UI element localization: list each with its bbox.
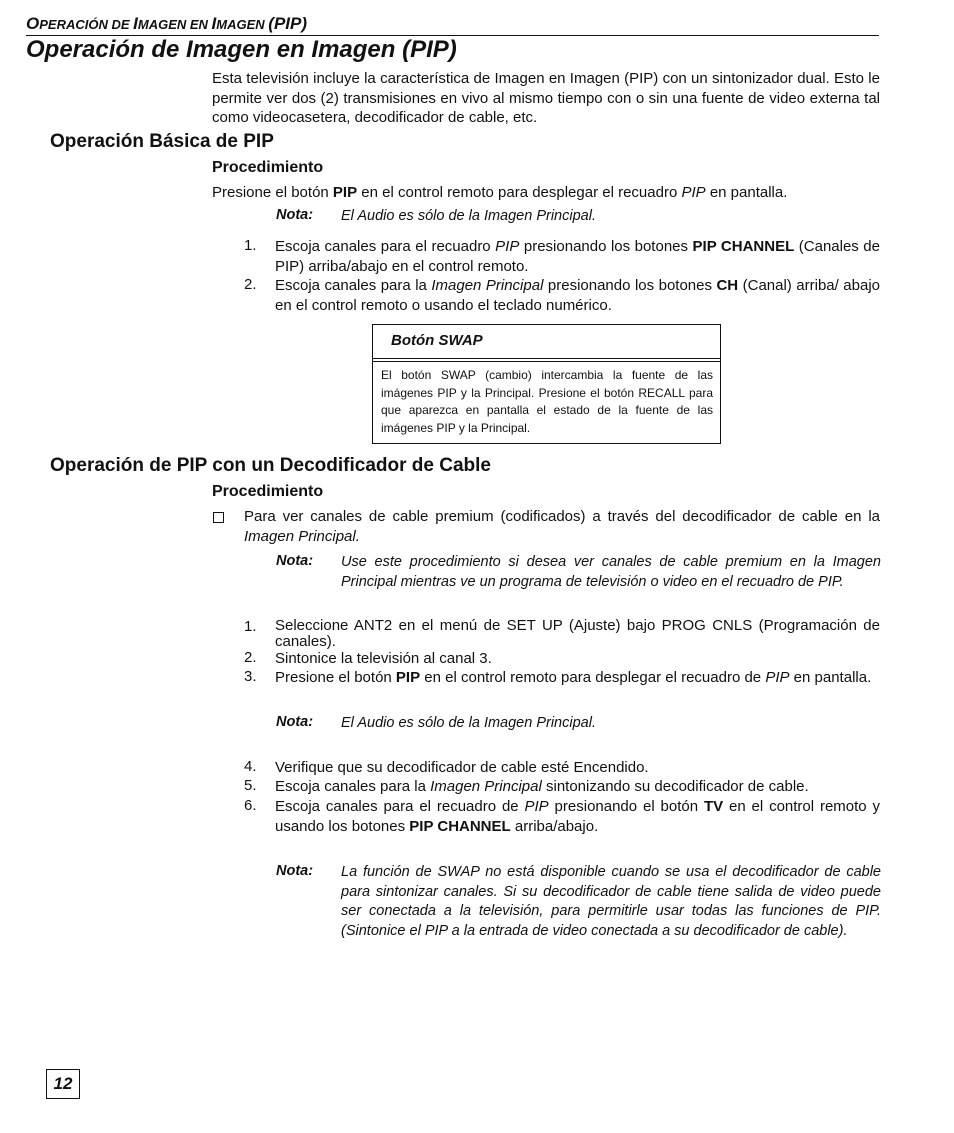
note-text: La función de SWAP no está disponible cuando se usa el decodificador de cable para sintonizar canales. Si su decodificador de cable tiene salida de video puede ser conectada a la televisión, para permitirle usar todas las funciones de PIP. (Sintonice el PIP a la entrada de video conectada a su decodificador de cable). bbox=[341, 864, 881, 939]
page-number: 12 bbox=[46, 1069, 80, 1099]
step-number: 4. bbox=[244, 758, 257, 775]
note-text: El Audio es sólo de la Imagen Principal. bbox=[341, 715, 596, 731]
step-2-text: Escoja canales para la Imagen Principal presionando los botones CH (Canal) arriba/ abajo en el control remoto o usando el teclado numérico. bbox=[275, 277, 880, 314]
cable-intro-text: Para ver canales de cable premium (codificados) a través del decodificador de cable en la Imagen Principal. bbox=[244, 508, 880, 545]
step-number: 2. bbox=[244, 649, 257, 666]
step-number: 2. bbox=[244, 276, 257, 293]
page-title: Operación de Imagen en Imagen (PIP) bbox=[26, 36, 457, 63]
note-label: Nota: bbox=[276, 553, 314, 569]
checkbox-bullet-icon bbox=[213, 512, 224, 523]
note-label: Nota: bbox=[276, 714, 314, 730]
step-3-text: Presione el botón PIP en el control remoto para desplegar el recuadro de PIP en pantalla. bbox=[275, 669, 872, 686]
step-number: 3. bbox=[244, 668, 257, 685]
section-heading-cable-decoder: Operación de PIP con un Decodificador de Cable bbox=[50, 455, 491, 476]
step-4-text: Verifique que su decodificador de cable esté Encendido. bbox=[275, 759, 649, 776]
step-number: 6. bbox=[244, 797, 257, 814]
running-header: OPERACIÓN DE IMAGEN EN IMAGEN (PIP) bbox=[26, 14, 308, 33]
swap-box-text: El botón SWAP (cambio) intercambia la fuente de las imágenes PIP y la Principal. Presione el botón RECALL para que aparezca en pantalla el estado de la fuente de las imágenes PIP y la Principal. bbox=[381, 368, 713, 435]
note-label: Nota: bbox=[276, 207, 314, 223]
step-number: 1. bbox=[244, 618, 257, 635]
swap-box-title: Botón SWAP bbox=[391, 332, 483, 349]
pip-press-line: Presione el botón PIP en el control remoto para desplegar el recuadro PIP en pantalla. bbox=[212, 184, 788, 201]
swap-box-rule bbox=[373, 358, 720, 362]
step-number: 1. bbox=[244, 237, 257, 254]
section-heading-basic-pip: Operación Básica de PIP bbox=[50, 131, 274, 152]
swap-info-box bbox=[372, 324, 721, 444]
step-5-text: Escoja canales para la Imagen Principal sintonizando su decodificador de cable. bbox=[275, 778, 809, 795]
step-6-text: Escoja canales para el recuadro de PIP presionando el botón TV en el control remoto y usando los botones PIP CHANNEL arriba/abajo. bbox=[275, 798, 881, 835]
intro-paragraph: Esta televisión incluye la característica de Imagen en Imagen (PIP) con un sintonizador dual. Esto le permite ver dos (2) transmisiones en vivo al mismo tiempo con o sin una fuente de video externa tal como videocasetera, decodificador de cable, etc. bbox=[212, 70, 880, 126]
step-2-text: Sintonice la televisión al canal 3. bbox=[275, 650, 492, 667]
note-text: El Audio es sólo de la Imagen Principal. bbox=[341, 208, 596, 224]
procedure-heading-2: Procedimiento bbox=[212, 483, 324, 500]
step-1-text: Seleccione ANT2 en el menú de SET UP (Ajuste) bajo PROG CNLS (Programación de canales). bbox=[275, 617, 880, 650]
step-1-text: Escoja canales para el recuadro PIP presionando los botones PIP CHANNEL (Canales de PIP) arriba/abajo en el control remoto. bbox=[275, 238, 880, 275]
step-number: 5. bbox=[244, 777, 257, 794]
note-text: Use este procedimiento si desea ver canales de cable premium en la Imagen Principal mientras ve un programa de televisión o video en el recuadro de PIP. bbox=[341, 554, 881, 590]
note-label: Nota: bbox=[276, 863, 314, 879]
procedure-heading-1: Procedimiento bbox=[212, 159, 324, 176]
